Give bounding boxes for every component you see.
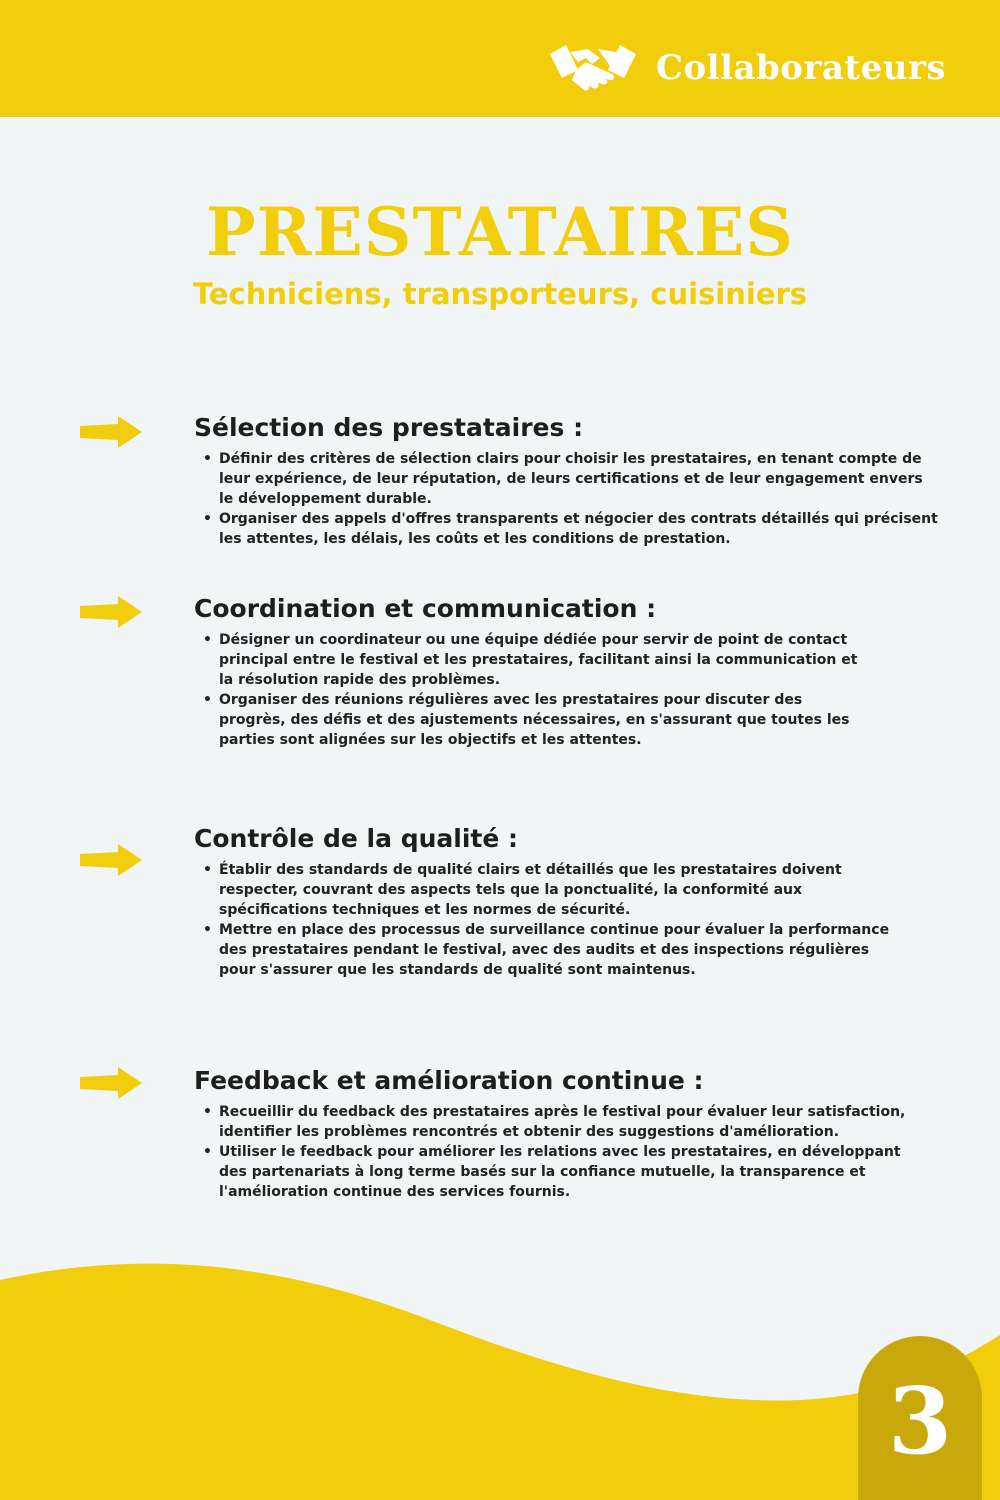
bullet-item (219, 1142, 905, 1202)
bullet-text: Établir des standards de qualité clairs et détaillés que les prestataires doivent respecter, couvrant des aspects tels que la ponctualité, la conformité aux spécifications techniques et les normes de sécurité. (219, 862, 842, 918)
handshake-icon (548, 40, 638, 96)
bullet-item (219, 1102, 905, 1142)
bullet-item (219, 509, 938, 549)
bullet-text: Utiliser le feedback pour améliorer les relations avec les prestataires, en développant des partenariats à long terme basés sur la confiance mutuelle, la transparence et l'amélioration continue des services fournis. (219, 1144, 901, 1200)
bullet-text: Recueillir du feedback des prestataires après le festival pour évaluer leur satisfaction, identifier les problèmes rencontrés et obtenir des suggestions d'amélioration. (219, 1104, 906, 1140)
bullet-text: Organiser des appels d'offres transparents et négocier des contrats détaillés qui précisent les attentes, les délais, les coûts et les conditions de prestation. (219, 511, 938, 547)
brand-label: Collaborateurs (655, 48, 946, 88)
page-number: 3 (887, 1367, 952, 1475)
header-brand (548, 40, 946, 96)
section-title: Contrôle de la qualité : (194, 824, 519, 853)
arrow-right-icon (80, 1067, 142, 1099)
bullet-text: Définir des critères de sélection clairs pour choisir les prestataires, en tenant compte de leur expérience, de leur réputation, de leurs certifications et de leur engagement envers le développement durable. (219, 451, 923, 507)
bullet-item (219, 630, 857, 690)
bullet-list (219, 449, 938, 549)
bullet-list (219, 1102, 905, 1202)
bullet-list (219, 630, 857, 750)
bullet-text: Désigner un coordinateur ou une équipe dédiée pour servir de point de contact principal entre le festival et les prestataires, facilitant ainsi la communication et la résolution rapide des problèmes. (219, 632, 858, 688)
section-title: Coordination et communication : (194, 594, 657, 623)
page-subtitle: Techniciens, transporteurs, cuisiniers (192, 277, 808, 311)
footer-wave (0, 1240, 1000, 1500)
bullet-item (219, 449, 938, 509)
bullet-text: Mettre en place des processus de surveillance continue pour évaluer la performance des prestataires pendant le festival, avec des audits et des inspections régulières pour s'assurer que les standards de qualité sont maintenus. (219, 922, 890, 978)
header-band (0, 0, 1000, 117)
page-title: PRESTATAIRES (206, 193, 794, 271)
bullet-item (219, 690, 857, 750)
bullet-list (219, 860, 889, 980)
arrow-right-icon (80, 416, 142, 448)
page-number-badge (858, 1336, 982, 1500)
section-title: Feedback et amélioration continue : (194, 1066, 704, 1095)
bullet-item (219, 860, 889, 920)
arrow-right-icon (80, 596, 142, 628)
bullet-text: Organiser des réunions régulières avec les prestataires pour discuter des progrès, des défis et des ajustements nécessaires, en s'assurant que toutes les parties sont alignées sur les objectifs et les attentes. (219, 692, 850, 748)
arrow-right-icon (80, 844, 142, 876)
section-title: Sélection des prestataires : (194, 413, 584, 442)
bullet-item (219, 920, 889, 980)
